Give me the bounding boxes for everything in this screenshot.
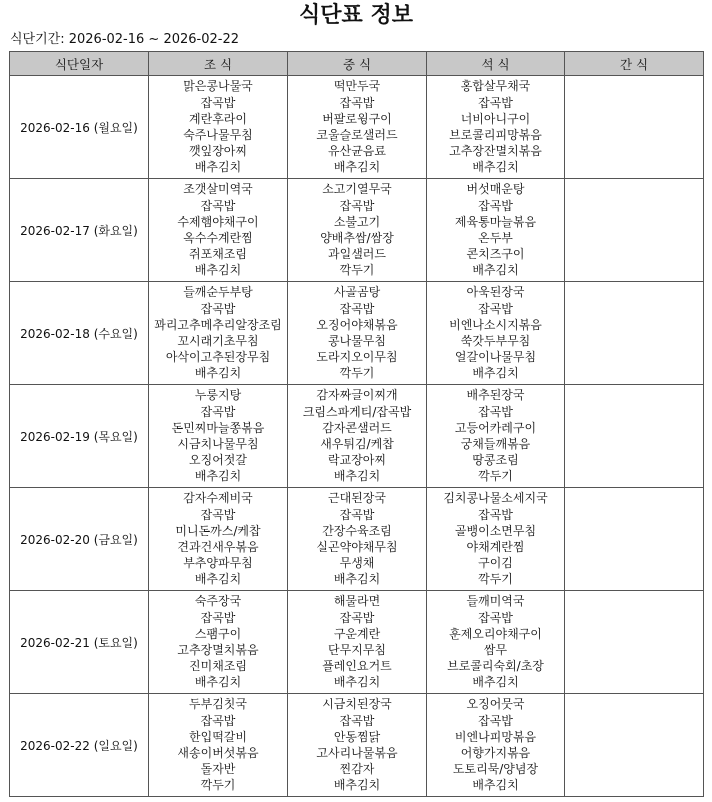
dish-item: 비엔나피망볶음 bbox=[454, 729, 537, 744]
breakfast-cell bbox=[149, 385, 288, 488]
dish-item: 돌자반 bbox=[200, 762, 236, 777]
dish-item: 브로콜리숙회/초장 bbox=[447, 659, 544, 674]
dish-item: 잡곡밥 bbox=[478, 713, 513, 728]
dish-item: 실곤약야채무침 bbox=[316, 540, 398, 554]
header-snack: 간 식 bbox=[565, 52, 704, 76]
dish-item: 해물라면 bbox=[333, 594, 381, 609]
date-cell: 2026-02-17 (화요일) bbox=[10, 179, 149, 282]
dish-item: 꽈리고추메추리알장조림 bbox=[154, 317, 282, 332]
snack-cell bbox=[565, 76, 704, 179]
breakfast-cell bbox=[149, 591, 288, 694]
dish-item: 배추김치 bbox=[472, 778, 519, 793]
dish-item: 시금치나물무침 bbox=[177, 437, 259, 451]
dish-item: 잡곡밥 bbox=[339, 95, 375, 110]
dish-item: 비엔나소시지볶음 bbox=[449, 317, 542, 332]
dish-item: 옥수수계란찜 bbox=[183, 231, 253, 245]
dish-item: 감자콘샐러드 bbox=[322, 420, 392, 435]
dish-item: 크림스파게티/잡곡밥 bbox=[302, 404, 412, 419]
dinner-cell bbox=[427, 591, 565, 694]
dish-item: 제육통마늘볶음 bbox=[454, 214, 537, 229]
breakfast-cell bbox=[149, 179, 288, 282]
dish-item: 과일샐러드 bbox=[328, 247, 386, 262]
dish-item: 훈제오리야채구이 bbox=[449, 626, 542, 641]
dish-item: 배추김치 bbox=[333, 469, 381, 484]
table-row bbox=[10, 179, 704, 282]
dish-item: 배추김치 bbox=[472, 675, 519, 690]
dish-item: 돈민찌마늘쫑볶음 bbox=[171, 420, 265, 435]
dish-item: 숙주장국 bbox=[194, 594, 242, 609]
dish-item: 잡곡밥 bbox=[200, 713, 236, 728]
dish-item: 배추김치 bbox=[194, 366, 242, 381]
dish-item: 궁채들깨볶음 bbox=[460, 437, 531, 451]
dish-item: 구운계란 bbox=[333, 626, 381, 641]
table-header-row bbox=[10, 52, 704, 76]
dish-item: 락교장아찌 bbox=[328, 453, 386, 468]
dish-item: 야채계란찜 bbox=[466, 540, 525, 554]
dish-item: 고사리나물볶음 bbox=[316, 746, 398, 760]
dish-item: 콩나물무침 bbox=[328, 334, 386, 348]
dish-item: 계란후라이 bbox=[189, 111, 247, 126]
dish-item: 콘치즈구이 bbox=[466, 247, 525, 262]
dish-item: 골뱅이소면무침 bbox=[454, 523, 537, 538]
meal-table bbox=[9, 51, 704, 797]
dish-item: 소불고기 bbox=[333, 214, 381, 229]
dish-item: 쑥갓두부무침 bbox=[460, 334, 531, 348]
dish-item: 잡곡밥 bbox=[200, 610, 236, 625]
dish-item: 간장수육조림 bbox=[322, 523, 392, 538]
dish-item: 도토리묵/양념장 bbox=[452, 762, 539, 777]
dish-item: 배추김치 bbox=[333, 160, 381, 175]
dish-item: 얼갈이나물무침 bbox=[454, 350, 537, 365]
dish-item: 스팸구이 bbox=[194, 626, 242, 641]
dish-item: 배추김치 bbox=[472, 263, 519, 278]
dish-item: 꼬시래기초무침 bbox=[177, 334, 259, 348]
page-title: 식단표 정보 bbox=[299, 3, 413, 28]
dinner-cell bbox=[427, 76, 565, 179]
dish-item: 잡곡밥 bbox=[200, 404, 236, 419]
dish-item: 두부김칫국 bbox=[189, 697, 247, 712]
dish-item: 배추김치 bbox=[472, 160, 519, 175]
dish-item: 잡곡밥 bbox=[339, 507, 375, 522]
dish-item: 브로콜리피망볶음 bbox=[449, 128, 542, 142]
dish-item: 배추김치 bbox=[194, 675, 242, 690]
dish-item: 잡곡밥 bbox=[478, 404, 513, 419]
dish-item: 깻잎장아찌 bbox=[189, 144, 247, 159]
dish-item: 근대된장국 bbox=[328, 491, 386, 506]
dish-item: 배추김치 bbox=[472, 366, 519, 381]
dish-item: 유산균음료 bbox=[328, 144, 386, 159]
dish-item: 깍두기 bbox=[478, 572, 513, 587]
dish-item: 소고기열무국 bbox=[322, 182, 392, 197]
dinner-cell bbox=[427, 488, 565, 591]
dish-item: 버팔로윙구이 bbox=[322, 111, 392, 126]
dish-item: 잡곡밥 bbox=[339, 610, 375, 625]
dish-item: 배추된장국 bbox=[466, 388, 525, 403]
dish-item: 버섯매운탕 bbox=[466, 182, 525, 197]
table-row bbox=[10, 282, 704, 385]
dish-item: 쌈무 bbox=[483, 643, 508, 657]
date-cell: 2026-02-18 (수요일) bbox=[10, 282, 149, 385]
dish-item: 잡곡밥 bbox=[339, 713, 375, 728]
snack-cell bbox=[565, 385, 704, 488]
dish-item: 한입떡갈비 bbox=[189, 729, 247, 744]
snack-cell bbox=[565, 488, 704, 591]
dish-item: 배추김치 bbox=[333, 778, 381, 793]
dish-item: 미니돈까스/케찹 bbox=[175, 523, 261, 538]
table-row bbox=[10, 694, 704, 797]
date-cell: 2026-02-22 (일요일) bbox=[10, 694, 149, 797]
dish-item: 무생채 bbox=[339, 556, 375, 571]
dish-item: 오징어젓갈 bbox=[189, 453, 247, 468]
header-dinner: 석 식 bbox=[427, 52, 565, 76]
dish-item: 잡곡밥 bbox=[200, 95, 236, 110]
dish-item: 깍두기 bbox=[200, 778, 236, 793]
dish-item: 어향가지볶음 bbox=[460, 746, 531, 760]
dinner-cell bbox=[427, 385, 565, 488]
snack-cell bbox=[565, 282, 704, 385]
snack-cell bbox=[565, 179, 704, 282]
dish-item: 새송이버섯볶음 bbox=[177, 746, 259, 760]
dish-item: 배추김치 bbox=[333, 675, 381, 690]
header-lunch: 중 식 bbox=[288, 52, 427, 76]
dish-item: 배추김치 bbox=[194, 572, 242, 587]
dish-item: 떡만두국 bbox=[333, 79, 381, 94]
breakfast-cell bbox=[149, 282, 288, 385]
dinner-cell bbox=[427, 179, 565, 282]
dish-item: 새우튀김/케찹 bbox=[320, 437, 394, 451]
dish-item: 부추양파무침 bbox=[183, 556, 253, 571]
dish-item: 안동찜닭 bbox=[333, 729, 381, 744]
dish-item: 배추김치 bbox=[194, 469, 242, 484]
breakfast-cell bbox=[149, 488, 288, 591]
dish-item: 조갯살미역국 bbox=[183, 182, 253, 197]
dish-item: 잡곡밥 bbox=[478, 198, 513, 213]
dish-item: 온두부 bbox=[478, 231, 513, 245]
dinner-cell bbox=[427, 282, 565, 385]
dish-item: 고추장잔멸치볶음 bbox=[449, 144, 542, 159]
dish-item: 잡곡밥 bbox=[200, 301, 236, 316]
dish-item: 수제햄야채구이 bbox=[177, 214, 259, 229]
dish-item: 감자짜글이찌개 bbox=[316, 388, 398, 403]
dish-item: 고추장멸치볶음 bbox=[177, 643, 259, 657]
dish-item: 플레인요거트 bbox=[322, 659, 392, 674]
breakfast-cell bbox=[149, 694, 288, 797]
dish-item: 아욱된장국 bbox=[466, 285, 525, 300]
dish-item: 숙주나물무침 bbox=[183, 128, 253, 142]
lunch-cell bbox=[288, 488, 427, 591]
lunch-cell bbox=[288, 282, 427, 385]
dish-item: 사골곰탕 bbox=[333, 285, 381, 300]
dish-item: 도라지오이무침 bbox=[316, 350, 398, 365]
dish-item: 잡곡밥 bbox=[478, 610, 513, 625]
table-row bbox=[10, 76, 704, 179]
snack-cell bbox=[565, 694, 704, 797]
dish-item: 잡곡밥 bbox=[478, 95, 513, 110]
header-breakfast: 조 식 bbox=[149, 52, 288, 76]
dish-item: 들깨순두부탕 bbox=[183, 285, 253, 300]
dish-item: 잡곡밥 bbox=[478, 301, 513, 316]
date-cell: 2026-02-20 (금요일) bbox=[10, 488, 149, 591]
table-row bbox=[10, 488, 704, 591]
lunch-cell bbox=[288, 591, 427, 694]
lunch-cell bbox=[288, 385, 427, 488]
breakfast-cell bbox=[149, 76, 288, 179]
dish-item: 잡곡밥 bbox=[478, 507, 513, 522]
dish-item: 진미채조림 bbox=[189, 659, 247, 674]
date-cell: 2026-02-16 (월요일) bbox=[10, 76, 149, 179]
table-row bbox=[10, 385, 704, 488]
dish-item: 깍두기 bbox=[478, 469, 513, 484]
dish-item: 깍두기 bbox=[339, 263, 375, 278]
dish-item: 잡곡밥 bbox=[339, 301, 375, 316]
dish-item: 양배추쌈/쌈장 bbox=[320, 231, 394, 245]
dish-item: 잡곡밥 bbox=[339, 198, 375, 213]
dish-item: 시금치된장국 bbox=[322, 697, 392, 712]
dish-item: 견과건새우볶음 bbox=[177, 540, 259, 554]
dish-item: 고등어카레구이 bbox=[454, 420, 537, 435]
meal-period: 식단기간: 2026-02-16 ~ 2026-02-22 bbox=[10, 32, 240, 47]
dish-item: 맑은콩나물국 bbox=[183, 79, 253, 94]
dish-item: 들깨미역국 bbox=[466, 594, 525, 609]
dish-item: 찐감자 bbox=[339, 762, 375, 777]
dinner-cell bbox=[427, 694, 565, 797]
dish-item: 배추김치 bbox=[194, 160, 242, 175]
date-cell: 2026-02-21 (토요일) bbox=[10, 591, 149, 694]
dish-item: 쥐포채조림 bbox=[189, 247, 247, 262]
snack-cell bbox=[565, 591, 704, 694]
dish-item: 배추김치 bbox=[194, 263, 242, 278]
dish-item: 누룽지탕 bbox=[194, 388, 242, 403]
table-row bbox=[10, 591, 704, 694]
dish-item: 너비아니구이 bbox=[460, 111, 531, 126]
dish-item: 김치콩나물소세지국 bbox=[443, 491, 548, 506]
dish-item: 오징어뭇국 bbox=[466, 697, 525, 712]
dish-item: 잡곡밥 bbox=[200, 507, 236, 522]
dish-item: 홍합살무채국 bbox=[460, 79, 531, 94]
dish-item: 구이김 bbox=[478, 556, 513, 571]
date-cell: 2026-02-19 (목요일) bbox=[10, 385, 149, 488]
lunch-cell bbox=[288, 76, 427, 179]
dish-item: 오징어야채볶음 bbox=[316, 317, 398, 332]
dish-item: 아삭이고추된장무침 bbox=[165, 350, 271, 365]
dish-item: 잡곡밥 bbox=[200, 198, 236, 213]
lunch-cell bbox=[288, 179, 427, 282]
dish-item: 코울슬로샐러드 bbox=[316, 128, 398, 142]
header-date: 식단일자 bbox=[10, 52, 149, 76]
dish-item: 깍두기 bbox=[339, 366, 375, 381]
dish-item: 땅콩조림 bbox=[472, 453, 519, 468]
table-body bbox=[10, 76, 704, 797]
dish-item: 감자수제비국 bbox=[183, 491, 253, 506]
dish-item: 단무지무침 bbox=[328, 643, 386, 657]
dish-item: 배추김치 bbox=[333, 572, 381, 587]
lunch-cell bbox=[288, 694, 427, 797]
